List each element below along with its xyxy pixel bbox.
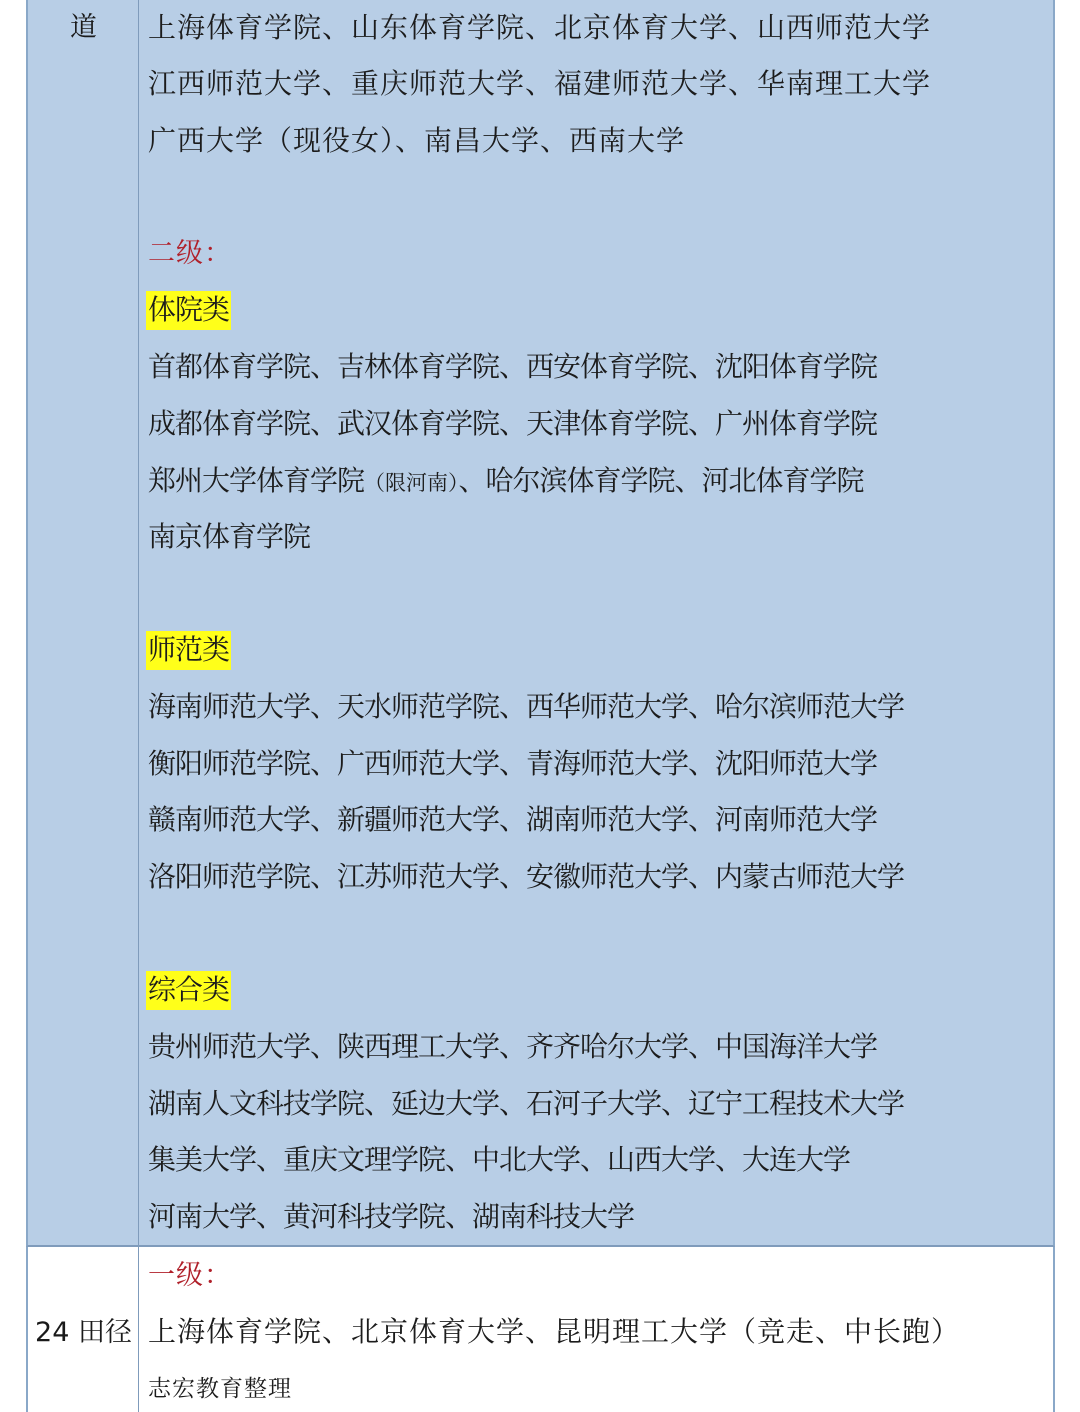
level-one-heading: 一级： — [148, 1260, 232, 1291]
region-limit-note: （限河南） — [364, 471, 459, 495]
list-item: 洛阳师范学院、江苏师范大学、安徽师范大学、内蒙古师范大学 — [148, 860, 905, 893]
list-item: 南京体育学院 — [148, 520, 311, 553]
list-item-rest: 、哈尔滨体育学院、河北体育学院 — [458, 464, 864, 497]
category-tag-comprehensive — [148, 972, 231, 1008]
list-item: 贵州师范大学、陕西理工大学、齐齐哈尔大学、中国海洋大学 — [148, 1030, 878, 1063]
list-item: 成都体育学院、武汉体育学院、天津体育学院、广州体育学院 — [148, 407, 878, 440]
category-tag: 综合类 — [146, 971, 231, 1010]
source-credit: 志宏教育整理 — [148, 1376, 292, 1402]
sport-label: 道 — [70, 12, 97, 43]
category-tag-sports-institutes — [148, 292, 231, 328]
sport-cell — [28, 0, 139, 1245]
list-item — [148, 463, 864, 501]
list-item: 上海体育学院、北京体育大学、昆明理工大学（竞走、中长跑） — [148, 1315, 961, 1348]
list-item: 赣南师范大学、新疆师范大学、湖南师范大学、河南师范大学 — [148, 803, 878, 836]
list-item: 海南师范大学、天水师范学院、西华师范大学、哈尔滨师范大学 — [148, 690, 905, 723]
sport-cell — [28, 1247, 139, 1412]
list-item: 上海体育学院、山东体育学院、北京体育大学、山西师范大学 — [148, 11, 932, 44]
category-tag-normal-universities — [148, 632, 231, 668]
level-two-heading: 二级： — [148, 238, 232, 269]
category-tag: 体院类 — [146, 291, 231, 330]
list-item: 湖南人文科技学院、延边大学、石河子大学、辽宁工程技术大学 — [148, 1087, 905, 1120]
university-table — [26, 0, 1055, 1412]
list-item: 广西大学（现役女）、南昌大学、西南大学 — [148, 124, 686, 157]
sport-label: 24 田径 — [35, 1317, 132, 1348]
list-item: 江西师范大学、重庆师范大学、福建师范大学、华南理工大学 — [148, 67, 932, 100]
list-item-main: 郑州大学体育学院 — [148, 464, 365, 497]
list-item: 集美大学、重庆文理学院、中北大学、山西大学、大连大学 — [148, 1143, 851, 1176]
category-tag: 师范类 — [146, 631, 231, 670]
list-item: 首都体育学院、吉林体育学院、西安体育学院、沈阳体育学院 — [148, 350, 878, 383]
list-item: 河南大学、黄河科技学院、湖南科技大学 — [148, 1200, 635, 1233]
list-item: 衡阳师范学院、广西师范大学、青海师范大学、沈阳师范大学 — [148, 747, 878, 780]
